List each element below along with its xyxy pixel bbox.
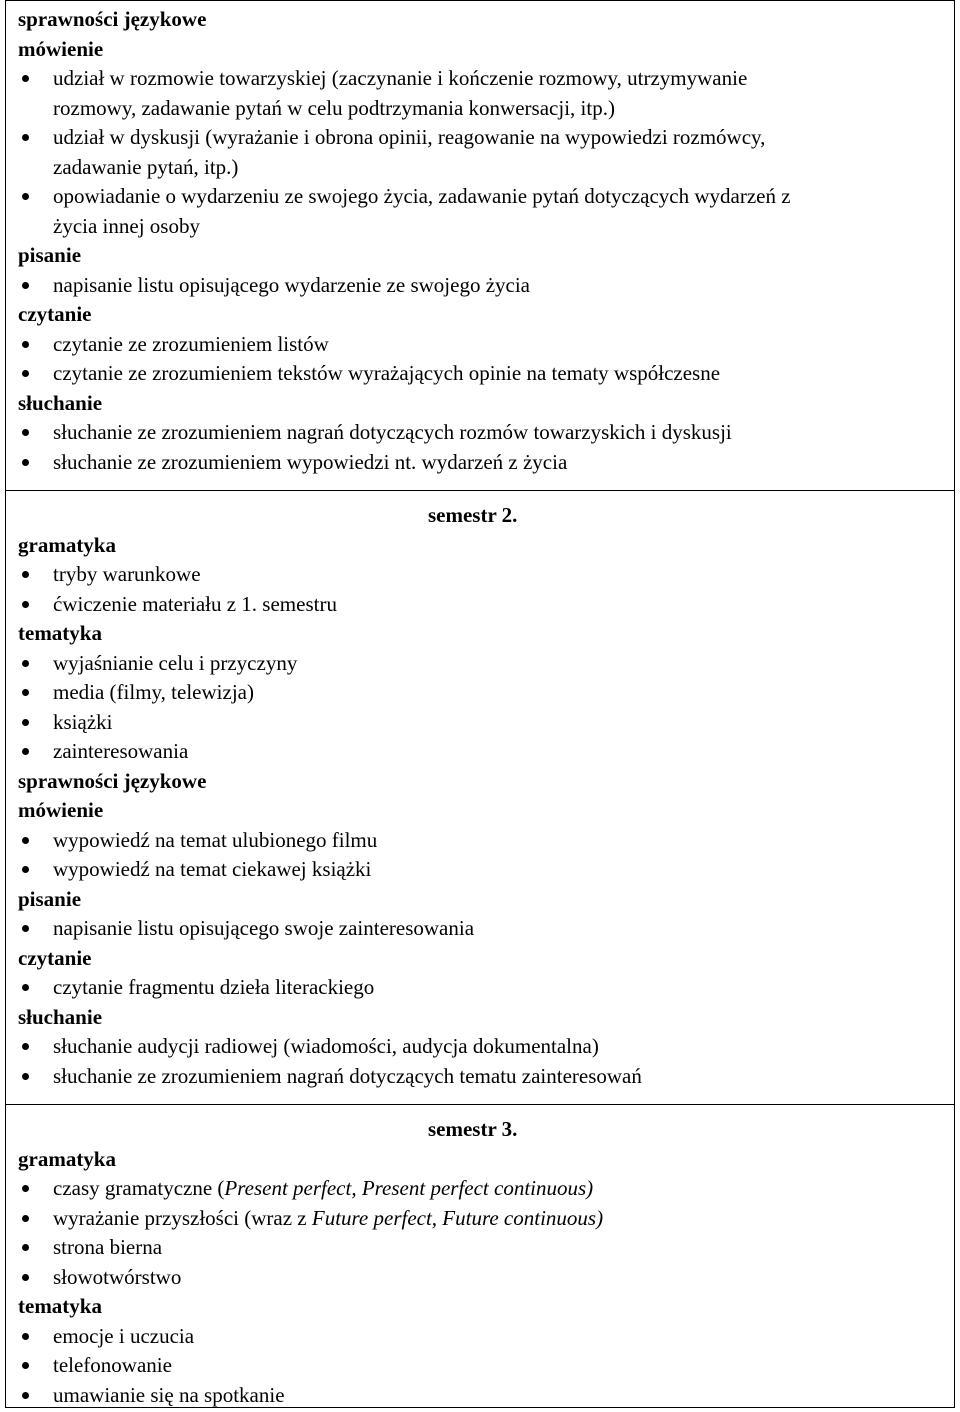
- list-item: opowiadanie o wydarzeniu ze swojego życia, zadawanie pytań dotyczących wydarzeń z życia innej osoby: [18, 182, 954, 241]
- list-sluchanie: [18, 418, 954, 477]
- semester-heading: semestr 2.: [428, 503, 518, 527]
- row-divider: [6, 490, 954, 491]
- heading-gramatyka: gramatyka: [18, 1146, 116, 1171]
- list-mowienie: [18, 826, 954, 885]
- list-item: emocje i uczucia: [18, 1322, 954, 1352]
- heading-mowienie: mówienie: [18, 36, 104, 61]
- list-item: wypowiedź na temat ulubionego filmu: [18, 826, 954, 856]
- list-tematyka: [18, 1322, 954, 1411]
- list-item: wyrażanie przyszłości (wraz z Future perfect, Future continuous): [18, 1204, 954, 1234]
- list-item: słuchanie audycji radiowej (wiadomości, audycja dokumentalna): [18, 1032, 954, 1062]
- list-mowienie: [18, 64, 954, 241]
- list-pisanie: [18, 271, 954, 301]
- heading-sprawnosci: sprawności językowe: [18, 7, 207, 31]
- list-item: media (filmy, telewizja): [18, 678, 954, 708]
- heading-sluchanie: słuchanie: [18, 390, 103, 415]
- list-item: ćwiczenie materiału z 1. semestru: [18, 590, 954, 620]
- list-item: słuchanie ze zrozumieniem nagrań dotyczących rozmów towarzyskich i dyskusji: [18, 418, 954, 448]
- heading-tematyka: tematyka: [18, 1294, 102, 1318]
- list-item: napisanie listu opisującego swoje zainteresowania: [18, 914, 954, 944]
- heading-tematyka: tematyka: [18, 621, 102, 645]
- list-czytanie: [18, 330, 954, 389]
- list-item: słowotwórstwo: [18, 1263, 954, 1293]
- heading-sluchanie: słuchanie: [18, 1004, 103, 1029]
- list-item: umawianie się na spotkanie: [18, 1381, 954, 1411]
- heading-sprawnosci: sprawności językowe: [18, 768, 207, 793]
- list-item: czytanie fragmentu dzieła literackiego: [18, 973, 954, 1003]
- heading-czytanie: czytanie: [18, 302, 92, 326]
- list-sluchanie: [18, 1032, 954, 1091]
- section-semestr-3: [6, 1115, 954, 1410]
- list-tematyka: [18, 649, 954, 767]
- list-item: telefonowanie: [18, 1351, 954, 1381]
- document-frame: [5, 0, 955, 1408]
- list-item: słuchanie ze zrozumieniem nagrań dotyczących tematu zainteresowań: [18, 1062, 954, 1092]
- list-item: wyjaśnianie celu i przyczyny: [18, 649, 954, 679]
- list-gramatyka: [18, 1174, 954, 1292]
- list-item: napisanie listu opisującego wydarzenie ze swojego życia: [18, 271, 954, 301]
- list-item: udział w dyskusji (wyrażanie i obrona opinii, reagowanie na wypowiedzi rozmówcy, zadawanie pytań, itp.): [18, 123, 954, 182]
- heading-czytanie: czytanie: [18, 945, 92, 970]
- list-czytanie: [18, 973, 954, 1003]
- list-item: udział w rozmowie towarzyskiej (zaczynanie i kończenie rozmowy, utrzymywanie rozmowy, zadawanie pytań w celu podtrzymania konwersacji, itp.): [18, 64, 954, 123]
- heading-pisanie: pisanie: [18, 243, 82, 267]
- list-item: czasy gramatyczne (Present perfect, Present perfect continuous): [18, 1174, 954, 1204]
- heading-mowienie: mówienie: [18, 798, 104, 822]
- list-item: wypowiedź na temat ciekawej książki: [18, 855, 954, 885]
- row-divider: [6, 1104, 954, 1105]
- section-semestr-2: [6, 501, 954, 1091]
- section-semestr-1-skills: [6, 5, 954, 477]
- list-item: książki: [18, 708, 954, 738]
- list-gramatyka: [18, 560, 954, 619]
- list-item: słuchanie ze zrozumieniem wypowiedzi nt. wydarzeń z życia: [18, 448, 954, 478]
- list-item: tryby warunkowe: [18, 560, 954, 590]
- heading-pisanie: pisanie: [18, 886, 82, 911]
- heading-gramatyka: gramatyka: [18, 532, 116, 557]
- list-item: czytanie ze zrozumieniem listów: [18, 330, 954, 360]
- list-item: zainteresowania: [18, 737, 954, 767]
- list-item: strona bierna: [18, 1233, 954, 1263]
- list-pisanie: [18, 914, 954, 944]
- semester-heading: semestr 3.: [428, 1117, 518, 1141]
- list-item: czytanie ze zrozumieniem tekstów wyrażających opinie na tematy współczesne: [18, 359, 954, 389]
